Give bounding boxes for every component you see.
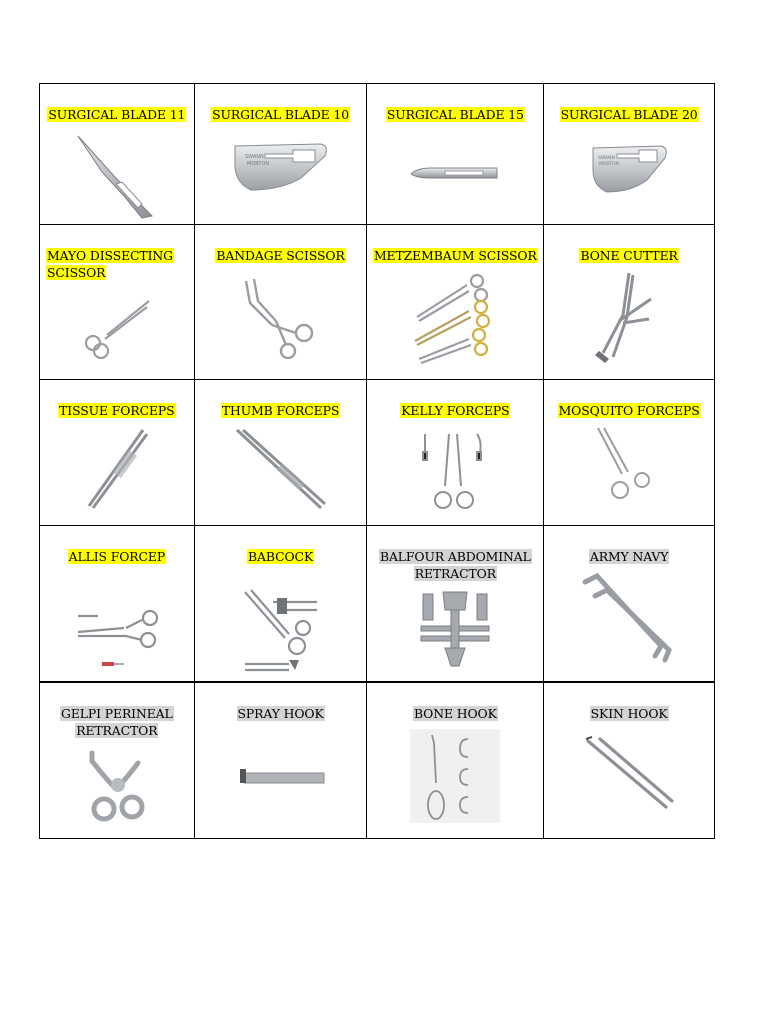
instrument-cell — [40, 225, 195, 380]
mosquito-forceps-icon — [594, 426, 664, 512]
instrument-cell — [367, 682, 544, 839]
instrument-cell — [544, 225, 715, 380]
instrument-label: MAYO DISSECTING SCISSOR — [47, 248, 173, 280]
instrument-cell — [544, 84, 715, 225]
surgical-blade-11-icon — [72, 132, 162, 220]
instrument-cell — [40, 380, 195, 526]
instrument-cell — [194, 526, 367, 683]
table-row — [40, 84, 715, 225]
instrument-label: GELPI PERINEAL RETRACTOR — [61, 706, 173, 738]
instrument-label: SURGICAL BLADE 10 — [212, 107, 350, 122]
instrument-label: TISSUE FORCEPS — [59, 403, 175, 418]
army-navy-retractor-icon — [581, 570, 677, 666]
table-row — [40, 682, 715, 839]
instrument-cell — [367, 526, 544, 683]
surgical-blade-15-icon — [409, 162, 501, 182]
allis-forcep-icon — [72, 600, 162, 670]
instrument-cell — [40, 682, 195, 839]
table-row — [40, 526, 715, 683]
instrument-cell — [194, 380, 367, 526]
instrument-label: THUMB FORCEPS — [221, 403, 340, 418]
instrument-label: BANDAGE SCISSOR — [216, 248, 345, 263]
instrument-cell — [194, 682, 367, 839]
gelpi-retractor-icon — [82, 749, 152, 829]
surgical-blade-10-icon — [231, 138, 331, 194]
instrument-label: SKIN HOOK — [590, 706, 668, 721]
svg-text:SWANN: SWANN — [244, 154, 264, 160]
instrument-cell — [367, 225, 544, 380]
instrument-label: SPRAY HOOK — [237, 706, 324, 721]
svg-text:SWANN: SWANN — [598, 156, 615, 161]
mayo-scissor-icon — [77, 297, 157, 359]
bone-hook-icon — [410, 729, 500, 823]
bone-cutter-icon — [589, 269, 669, 363]
instrument-label: BABCOCK — [248, 549, 314, 564]
svg-text:MORTON: MORTON — [599, 162, 619, 167]
instrument-cell — [544, 380, 715, 526]
instrument-cell — [367, 380, 544, 526]
table-row — [40, 380, 715, 526]
instrument-label: BALFOUR ABDOMINAL RETRACTOR — [379, 549, 531, 581]
instrument-table — [39, 83, 715, 839]
instrument-label: ALLIS FORCEP — [68, 549, 166, 564]
skin-hook-icon — [584, 735, 674, 815]
instrument-label: KELLY FORCEPS — [401, 403, 510, 418]
instrument-label: SURGICAL BLADE 11 — [48, 107, 186, 122]
instrument-label: SURGICAL BLADE 15 — [386, 107, 524, 122]
kelly-forceps-icon — [415, 432, 495, 516]
balfour-retractor-icon — [415, 588, 495, 670]
metzembaum-scissor-icon — [407, 271, 503, 367]
instrument-label: BONE CUTTER — [580, 248, 678, 263]
instrument-cell — [367, 84, 544, 225]
instrument-label: MOSQUITO FORCEPS — [558, 403, 700, 418]
instrument-cell — [194, 225, 367, 380]
instrument-label: METZEMBAUM SCISSOR — [373, 248, 537, 263]
surgical-blade-20-icon — [589, 140, 669, 196]
instrument-label: BONE HOOK — [413, 706, 497, 721]
table-row — [40, 225, 715, 380]
instrument-label: ARMY NAVY — [589, 549, 669, 564]
instrument-label: SURGICAL BLADE 20 — [560, 107, 698, 122]
spray-hook-icon — [236, 765, 326, 791]
thumb-forceps-icon — [233, 426, 329, 516]
instrument-cell — [40, 84, 195, 225]
instrument-cell — [544, 526, 715, 683]
bandage-scissor-icon — [236, 275, 326, 359]
instrument-cell — [544, 682, 715, 839]
svg-text:MORTON: MORTON — [246, 161, 269, 167]
instrument-cell — [40, 526, 195, 683]
tissue-forceps-icon — [77, 426, 157, 512]
instrument-cell — [194, 84, 367, 225]
babcock-icon — [239, 584, 323, 672]
